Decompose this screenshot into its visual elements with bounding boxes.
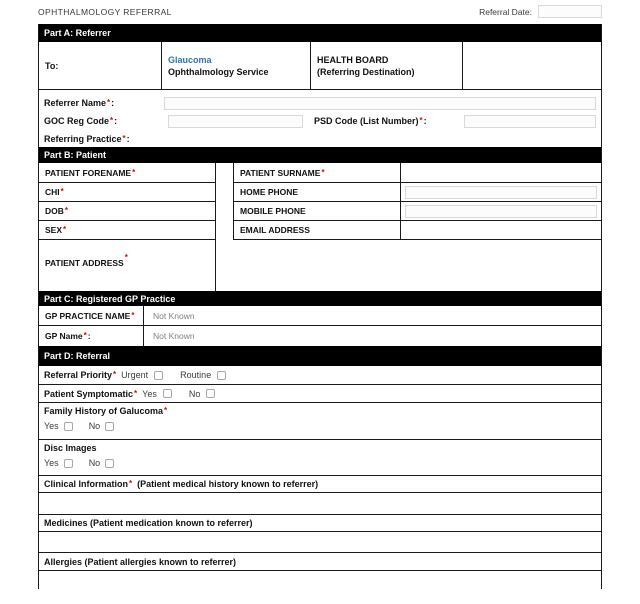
patient-address-value-cell[interactable] xyxy=(216,240,601,291)
part-a-to-table xyxy=(39,42,601,90)
gp-name-row xyxy=(39,326,601,346)
sex-label: SEX * xyxy=(39,221,216,240)
page-title: OPHTHALMOLOGY REFERRAL xyxy=(38,6,172,17)
referral-form xyxy=(38,24,602,589)
health-board-cell xyxy=(311,42,463,89)
family-history-yes-checkbox[interactable] xyxy=(64,422,73,431)
referral-date-group xyxy=(479,5,602,18)
medicines-label: Medicines (Patient medication known to referrer) xyxy=(44,518,253,528)
home-phone-cell xyxy=(401,183,601,202)
referral-priority-label: Referral Priority xyxy=(44,370,113,380)
referral-date-input[interactable] xyxy=(538,5,602,18)
family-history-label: Family History of Galucoma xyxy=(44,406,164,416)
family-history-yes-label: Yes xyxy=(44,421,59,431)
family-history-no-checkbox[interactable] xyxy=(105,422,114,431)
service-name: Glaucoma xyxy=(168,54,212,65)
medicines-textarea[interactable] xyxy=(39,532,601,553)
referral-priority-row: Referral Priority * Urgent Routine xyxy=(39,366,601,385)
gp-practice-name-label: GP PRACTICE NAME * xyxy=(39,306,144,325)
top-header-row xyxy=(38,5,602,18)
disc-images-row xyxy=(39,440,601,476)
family-history-no-label: No xyxy=(88,421,101,431)
part-b-patient-table xyxy=(39,163,601,291)
home-phone-input[interactable] xyxy=(405,186,597,199)
clinical-information-suffix: (Patient medical history known to referrer) xyxy=(137,479,319,489)
routine-checkbox[interactable] xyxy=(217,371,226,380)
goc-reg-code-label: GOC Reg Code * : xyxy=(44,116,118,126)
psd-code-input[interactable] xyxy=(464,115,596,128)
patient-surname-value-cell[interactable] xyxy=(401,163,601,183)
chi-label: CHI * xyxy=(39,183,216,202)
destination-line2: (Referring Destination) xyxy=(317,66,415,77)
disc-images-label: Disc Images xyxy=(44,443,97,453)
part-a-header-bar: Part A: Referrer xyxy=(39,24,601,42)
email-address-value-cell[interactable] xyxy=(401,221,601,240)
part-d-header-bar: Part D: Referral xyxy=(39,346,601,366)
family-history-row: Family History of Galucoma * Yes No xyxy=(39,403,601,440)
destination-line1: HEALTH BOARD xyxy=(317,54,389,65)
gp-name-value[interactable]: Not Known xyxy=(153,331,195,341)
gp-practice-row xyxy=(39,306,601,326)
to-cell xyxy=(39,42,162,89)
gp-practice-name-value[interactable]: Not Known xyxy=(153,310,195,321)
part-c-header-bar: Part C: Registered GP Practice xyxy=(39,291,601,306)
medicines-label-row xyxy=(39,515,601,532)
mobile-phone-input[interactable] xyxy=(405,205,597,218)
disc-images-no-label: No xyxy=(88,458,101,468)
service-cell xyxy=(162,42,311,89)
patient-symptomatic-label: Patient Symptomatic xyxy=(44,388,134,399)
home-phone-label: HOME PHONE xyxy=(234,183,401,202)
disc-images-no-checkbox[interactable] xyxy=(105,459,114,468)
service-type: Ophthalmology Service xyxy=(168,66,269,77)
referral-date-label: Referral Date: xyxy=(479,6,532,17)
symptomatic-yes-checkbox[interactable] xyxy=(163,389,172,398)
symptomatic-no-checkbox[interactable] xyxy=(206,389,215,398)
symptomatic-yes-label: Yes xyxy=(142,388,157,399)
email-address-label: EMAIL ADDRESS xyxy=(234,221,401,240)
destination-value-cell[interactable] xyxy=(463,42,601,89)
referrer-name-input[interactable] xyxy=(164,97,596,110)
urgent-checkbox[interactable] xyxy=(154,371,163,380)
dob-label: DOB * xyxy=(39,202,216,221)
referring-practice-label: Referring Practice * : xyxy=(44,134,130,144)
allergies-textarea[interactable] xyxy=(39,571,601,589)
patient-forename-label: PATIENT FORENAME * xyxy=(39,163,216,183)
patient-address-label: PATIENT ADDRESS * xyxy=(39,240,216,291)
part-b-header-bar: Part B: Patient xyxy=(39,147,601,163)
patient-symptomatic-row: Patient Symptomatic * Yes No xyxy=(39,385,601,403)
symptomatic-no-label: No xyxy=(188,388,201,399)
mobile-phone-cell xyxy=(401,202,601,221)
urgent-label: Urgent xyxy=(121,370,149,380)
mobile-phone-label: MOBILE PHONE xyxy=(234,202,401,221)
disc-images-yes-label: Yes xyxy=(44,458,59,468)
goc-reg-code-input[interactable] xyxy=(168,115,303,128)
clinical-information-label: Clinical Information xyxy=(44,479,129,489)
clinical-information-label-row: Clinical Information * (Patient medical history known to referrer) xyxy=(39,476,601,493)
to-label: To: xyxy=(45,60,59,71)
patient-surname-label: PATIENT SURNAME * xyxy=(234,163,401,183)
allergies-label-row xyxy=(39,553,601,571)
allergies-label: Allergies (Patient allergies known to referrer) xyxy=(44,556,237,567)
disc-images-yes-checkbox[interactable] xyxy=(64,459,73,468)
clinical-information-textarea[interactable] xyxy=(39,493,601,515)
spacer-column-cell xyxy=(216,163,234,240)
part-a-fields xyxy=(39,90,601,147)
gp-name-label: GP Name * : xyxy=(39,326,144,346)
psd-code-label: PSD Code (List Number) * : xyxy=(314,116,427,126)
referrer-name-label: Referrer Name * : xyxy=(44,98,115,108)
routine-label: Routine xyxy=(180,370,212,380)
